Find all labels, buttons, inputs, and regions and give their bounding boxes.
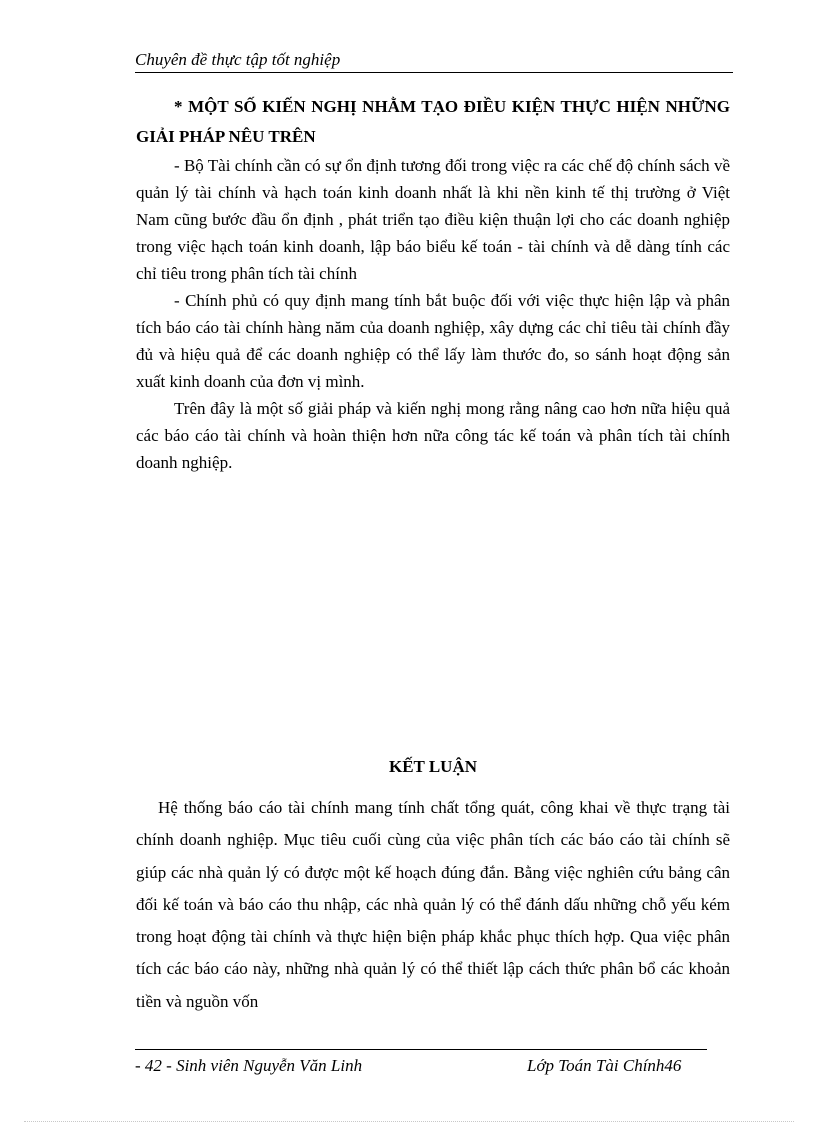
paragraph: - Bộ Tài chính cần có sự ổn định tương đối trong việc ra các chế độ chính sách về quản lý tài chính và hạch toán kinh doanh nhất là khi nền kinh tế thị trường ở Việt Nam cũng bước đầu ổn định , phát triển tạo điều kiện thuận lợi cho các doanh nghiệp trong việc hạch toán kinh doanh, lập báo biểu kế toán - tài chính và dễ dàng tính các chỉ tiêu trong phân tích tài chính — [136, 156, 730, 283]
footer-divider — [135, 1049, 707, 1050]
paragraph: - Chính phủ có quy định mang tính bắt buộc đối với việc thực hiện lập và phân tích báo cáo tài chính hàng năm của doanh nghiệp, xây dựng các chỉ tiêu tài chính đầy đủ và hiệu quả để các doanh nghiệp có thể lấy làm thước đo, so sánh hoạt động sản xuất kinh doanh của đơn vị mình. — [136, 291, 730, 391]
conclusion-paragraph: Hệ thống báo cáo tài chính mang tính chất tổng quát, công khai về thực trạng tài chính doanh nghiệp. Mục tiêu cuối cùng của việc phân tích các báo cáo tài chính sẽ giúp các nhà quản lý có được một kế hoạch đúng đắn. Bằng việc nghiên cứu bảng cân đối kế toán và báo cáo thu nhập, các nhà quản lý có thể đánh dấu những chỗ yếu kém trong hoạt động tài chính và thực hiện biện pháp khắc phục thích hợp. Qua việc phân tích các báo cáo này, những nhà quản lý có thể thiết lập cách thức phân bổ các khoản tiền và nguồn vốn — [136, 798, 730, 1011]
running-header: Chuyên đề thực tập tốt nghiệp — [135, 49, 733, 73]
page-edge — [24, 1121, 794, 1122]
section-heading: * MỘT SỐ KIẾN NGHỊ NHẰM TẠO ĐIỀU KIỆN THỰC HIỆN NHỮNG GIẢI PHÁP NÊU TRÊN — [136, 97, 730, 146]
footer-class: Lớp Toán Tài Chính46 — [527, 1056, 682, 1075]
recommendations-section — [136, 92, 730, 476]
footer-page-author: - 42 - Sinh viên Nguyễn Văn Linh — [135, 1056, 363, 1075]
conclusion-title: KẾT LUẬN — [388, 757, 477, 776]
paragraph: Trên đây là một số giải pháp và kiến nghị mong rằng nâng cao hơn nữa hiệu quả các báo cáo tài chính và hoàn thiện hơn nữa công tác kế toán và phân tích tài chính doanh nghiệp. — [136, 399, 730, 472]
conclusion-section — [136, 792, 730, 1018]
